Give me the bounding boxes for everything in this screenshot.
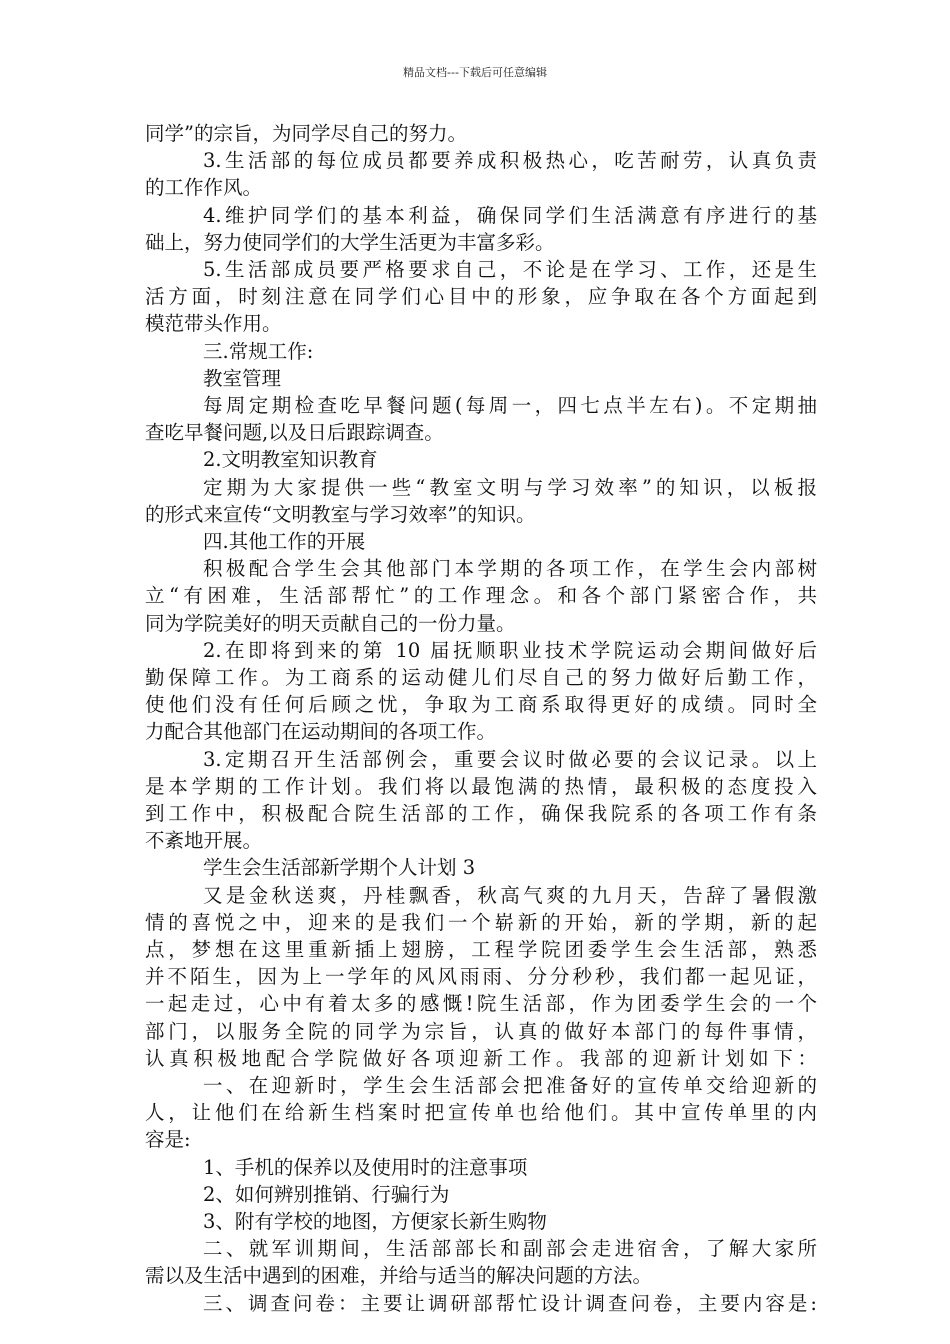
text-line: 使他们没有任何后顾之忧，争取为工商系取得更好的成绩。同时全 [145, 693, 817, 717]
text-line: 力配合其他部门在运动期间的各项工作。 [145, 720, 497, 744]
text-line: 三.常规工作: [203, 339, 314, 363]
text-line: 是本学期的工作计划。我们将以最饱满的热情，最积极的态度投入 [145, 774, 817, 798]
text-line: 查吃早餐问题,以及日后跟踪调查。 [145, 421, 444, 445]
text-line: 四.其他工作的开展 [203, 530, 366, 553]
text-line: 学生会生活部新学期个人计划 3 [203, 856, 476, 880]
text-line: 容是: [145, 1128, 191, 1152]
text-line: 勤保障工作。为工商系的运动健儿们尽自己的努力做好后勤工作， [145, 666, 817, 689]
text-line: 2.文明教室知识教育 [203, 448, 378, 472]
text-line: 的工作作风。 [145, 176, 263, 200]
text-line: 4.维护同学们的基本利益，确保同学们生活满意有序进行的基 [203, 203, 817, 227]
text-line: 2、如何辨别推销、行骗行为 [203, 1182, 450, 1206]
text-line: 定期为大家提供一些“教室文明与学习效率”的知识，以板报 [203, 475, 817, 499]
text-line: 活方面，时刻注意在同学们心目中的形象，应争取在各个方面起到 [145, 285, 817, 309]
text-line: 不紊地开展。 [145, 829, 263, 853]
text-line: 础上，努力使同学们的大学生活更为丰富多彩。 [145, 230, 555, 254]
text-line: 人，让他们在给新生档案时把宣传单也给他们。其中宣传单里的内 [145, 1101, 817, 1125]
text-line: 认真积极地配合学院做好各项迎新工作。我部的迎新计划如下： [145, 1046, 817, 1070]
page-header: 精品文档---下载后可任意编辑 [403, 66, 547, 79]
text-line: 并不陌生，因为上一学年的风风雨雨、分分秒秒，我们都一起见证， [145, 965, 817, 989]
text-line: 到工作中，积极配合院生活部的工作，确保我院系的各项工作有条 [145, 802, 817, 825]
text-line: 点，梦想在这里重新插上翅膀，工程学院团委学生会生活部，熟悉 [145, 938, 817, 961]
text-line: 一起走过，心中有着太多的感慨!院生活部，作为团委学生会的一个 [145, 992, 817, 1016]
text-line: 积极配合学生会其他部门本学期的各项工作，在学生会内部树 [203, 557, 817, 581]
text-line: 5.生活部成员要严格要求自己，不论是在学习、工作，还是生 [203, 258, 817, 281]
text-line: 教室管理 [203, 366, 282, 390]
text-line: 又是金秋送爽，丹桂飘香，秋高气爽的九月天，告辞了暑假激 [203, 883, 817, 907]
text-line: 3、附有学校的地图，方便家长新生购物 [203, 1210, 547, 1233]
text-line: 立“有困难，生活部帮忙”的工作理念。和各个部门紧密合作，共 [145, 584, 817, 608]
text-line: 3.生活部的每位成员都要养成积极热心，吃苦耐劳，认真负责 [203, 149, 817, 173]
text-line: 二、就军训期间，生活部部长和副部会走进宿舍，了解大家所 [203, 1237, 817, 1261]
text-line: 三、调查问卷：主要让调研部帮忙设计调查问卷，主要内容是: [203, 1291, 817, 1315]
text-line: 的形式来宣传“文明教室与学习效率”的知识。 [145, 502, 536, 526]
text-line: 每周定期检查吃早餐问题(每周一，四七点半左右)。不定期抽 [203, 394, 817, 417]
text-line: 2.在即将到来的第 10 届抚顺职业技术学院运动会期间做好后 [203, 638, 817, 662]
text-line: 同学”的宗旨，为同学尽自己的努力。 [145, 122, 467, 145]
text-line: 情的喜悦之中，迎来的是我们一个崭新的开始，新的学期，新的起 [145, 910, 817, 934]
text-line: 同为学院美好的明天贡献自己的一份力量。 [145, 611, 516, 635]
text-line: 需以及生活中遇到的困难，并给与适当的解决问题的方法。 [145, 1264, 653, 1288]
text-line: 1、手机的保养以及使用时的注意事项 [203, 1155, 528, 1179]
text-line: 一、在迎新时，学生会生活部会把准备好的宣传单交给迎新的 [203, 1074, 817, 1097]
text-line: 部门，以服务全院的同学为宗旨，认真的做好本部门的每件事情， [145, 1019, 817, 1043]
text-line: 模范带头作用。 [145, 312, 282, 336]
text-line: 3.定期召开生活部例会，重要会议时做必要的会议记录。以上 [203, 747, 817, 771]
